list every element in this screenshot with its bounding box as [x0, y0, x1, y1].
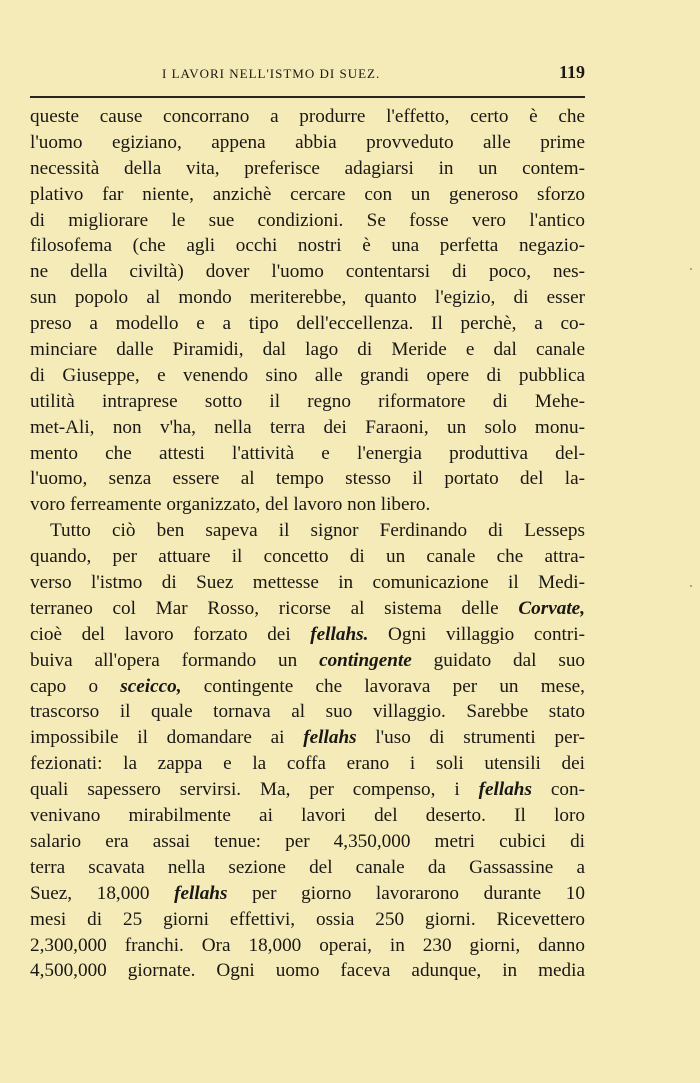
running-title: I LAVORI NELL'ISTMO DI SUEZ. — [162, 66, 381, 81]
text-line: utilità intraprese sotto il regno riformatore di Mehe- — [30, 390, 585, 412]
text-line — [30, 648, 585, 674]
text-line: minciare dalle Piramidi, dal lago di Meride e dal canale — [30, 339, 585, 361]
text-line: l'uomo, senza essere al tempo stesso il portato del la- — [30, 468, 585, 490]
text-line: salario era assai tenue: per 4,350,000 metri cubici di — [30, 830, 585, 852]
text-run: buiva all'opera formando un — [30, 649, 320, 671]
text-run: capo o — [30, 675, 121, 697]
text-line — [30, 725, 585, 751]
text-line: trascorso il quale tornava al suo villaggio. Sarebbe stato — [30, 701, 585, 723]
text-run: Suez, 18,000 — [30, 882, 175, 904]
text-line — [30, 674, 585, 700]
header-rule — [30, 96, 585, 98]
text-line: mento che attesti l'attività e l'energia produttiva del- — [30, 442, 585, 464]
italic-term: fellahs — [303, 727, 357, 749]
text-line: di migliorare le sue condizioni. Se fosse vero l'antico — [30, 209, 585, 231]
text-line: sun popolo al mondo meriterebbe, quanto l'egizio, di esser — [30, 287, 585, 309]
text-line: terra scavata nella sezione del canale da Gassassine a — [30, 856, 585, 878]
text-line: filosofema (che agli occhi nostri è una perfetta negazio- — [30, 235, 585, 257]
page-header — [30, 60, 585, 90]
body-text — [30, 104, 585, 984]
text-line: quando, per attuare il concetto di un canale che attra- — [30, 546, 585, 568]
text-line — [30, 596, 585, 622]
text-run: guidato dal suo — [411, 649, 586, 671]
text-line: verso l'istmo di Suez mettesse in comunicazione il Medi- — [30, 572, 585, 594]
text-line: fezionati: la zappa e la coffa erano i soli utensili dei — [30, 753, 585, 775]
italic-term: fellahs — [478, 779, 532, 801]
italic-term: Corvate, — [518, 597, 585, 619]
text-line: met-Ali, non v'ha, nella terra dei Faraoni, un solo monu- — [30, 416, 585, 438]
page-number: 119 — [558, 62, 585, 82]
italic-term: fellahs — [174, 882, 228, 904]
text-line — [30, 777, 585, 803]
text-line: di Giuseppe, e venendo sino alle grandi opere di pubblica — [30, 364, 585, 386]
margin-speck — [690, 585, 692, 587]
text-line: necessità della vita, preferisce adagiarsi in un contem- — [30, 157, 585, 179]
text-line — [30, 622, 585, 648]
text-line: voro ferreamente organizzato, del lavoro non libero. — [30, 494, 431, 516]
text-run: cioè del lavoro forzato dei — [30, 623, 311, 645]
text-run: l'uso di strumenti per- — [356, 727, 585, 749]
text-line: venivano mirabilmente ai lavori del deserto. Il loro — [30, 805, 585, 827]
text-line: queste cause concorrano a produrre l'effetto, certo è che — [30, 106, 585, 127]
text-run: con- — [531, 779, 585, 801]
text-line: l'uomo egiziano, appena abbia provveduto alle prime — [30, 131, 585, 153]
italic-term: contingente — [319, 649, 412, 671]
text-run: impossibile il domandare ai — [30, 727, 304, 749]
text-run: terraneo col Mar Rosso, ricorse al sistema delle — [30, 597, 519, 619]
text-run: Ogni villaggio contri- — [368, 623, 585, 645]
text-line: 4,500,000 giornate. Ogni uomo faceva adunque, in media — [30, 960, 585, 982]
text-run: per giorno lavorarono durante 10 — [227, 882, 585, 904]
text-line: mesi di 25 giorni effettivi, ossia 250 giorni. Ricevettero — [30, 908, 585, 930]
text-run: quali sapessero servirsi. Ma, per compenso, i — [30, 779, 479, 801]
text-run: contingente che lavorava per un mese, — [181, 675, 585, 697]
text-line — [30, 881, 585, 907]
italic-term: sceicco, — [120, 675, 182, 697]
text-line: Tutto ciò ben sapeva il signor Ferdinando di Lesseps — [50, 520, 585, 542]
margin-speck — [690, 268, 692, 270]
text-line: ne della civiltà) dover l'uomo contentarsi di poco, nes- — [30, 261, 585, 283]
text-line: preso a modello e a tipo dell'eccellenza. Il perchè, a co- — [30, 313, 585, 335]
text-line: 2,300,000 franchi. Ora 18,000 operai, in 230 giorni, danno — [30, 934, 585, 956]
italic-term: fellahs. — [310, 623, 369, 645]
text-line: plativo far niente, anzichè cercare con un generoso sforzo — [30, 183, 585, 205]
